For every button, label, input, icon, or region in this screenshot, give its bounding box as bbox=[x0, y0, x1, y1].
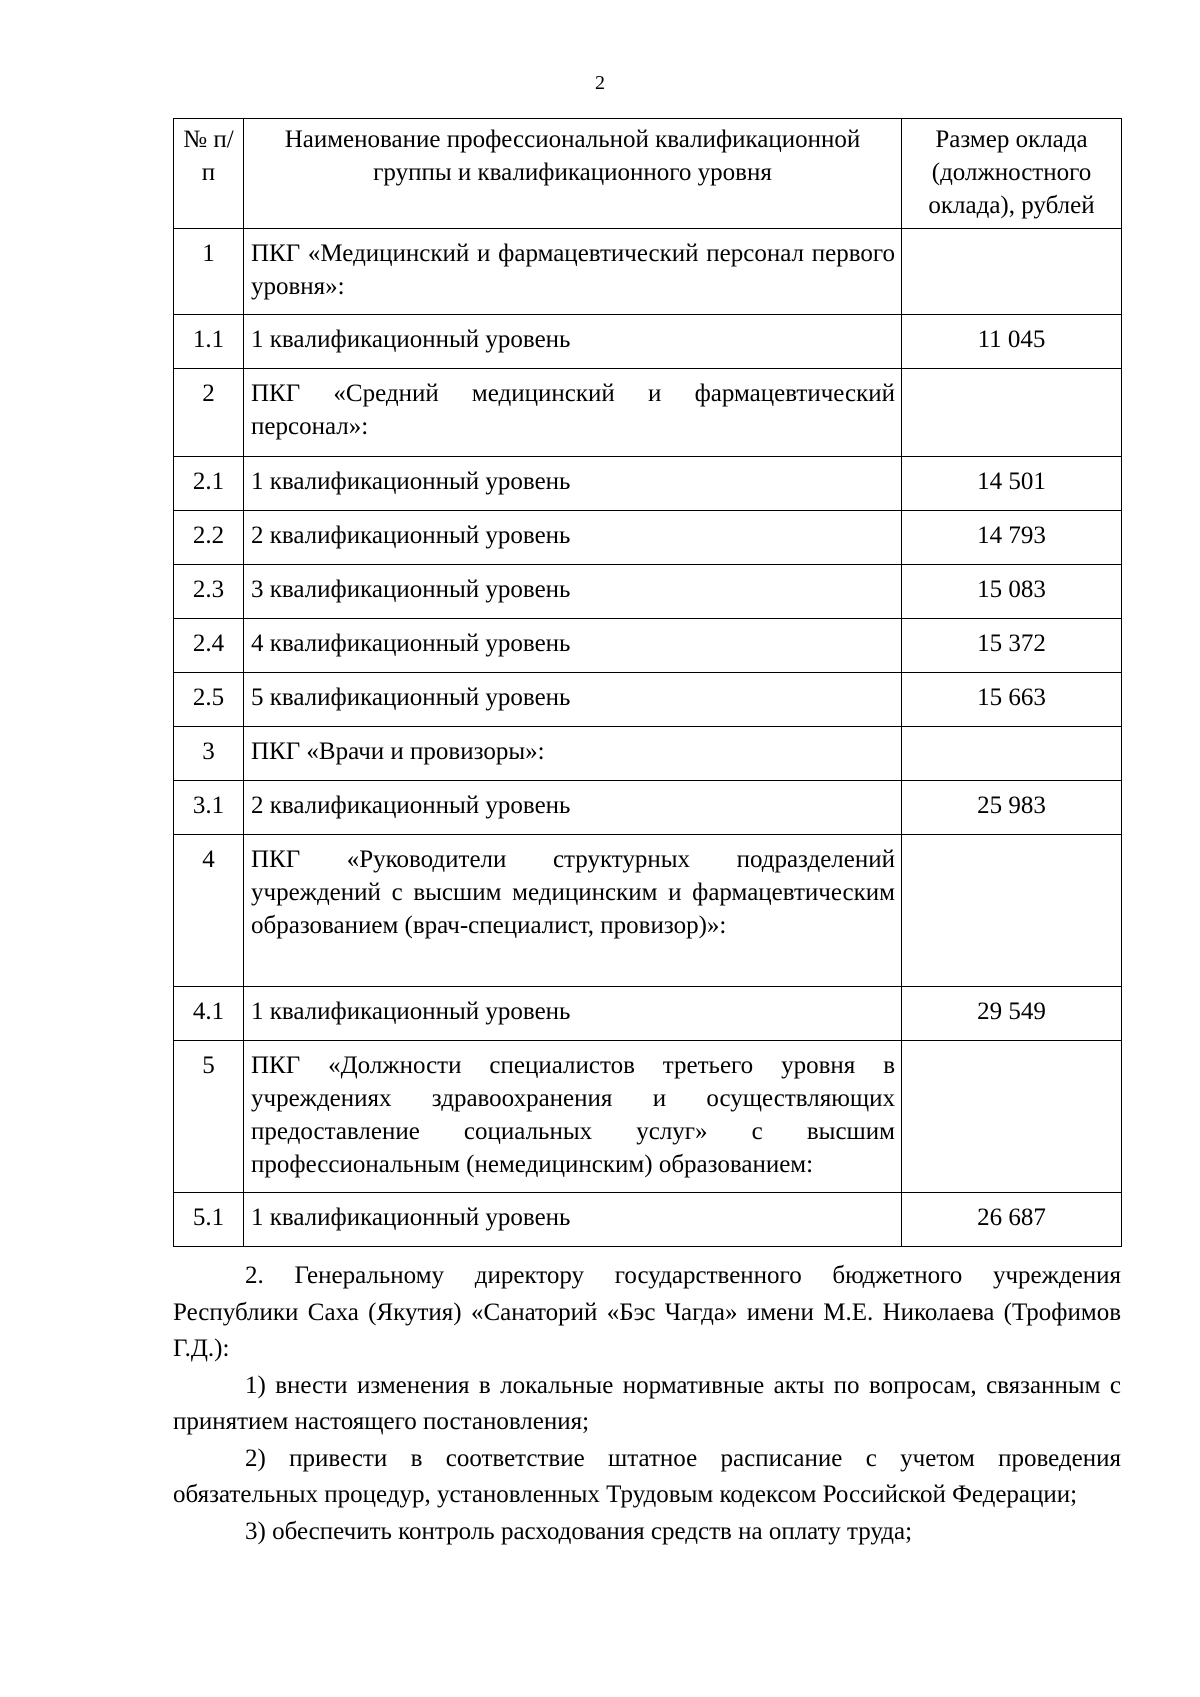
row-name: 2 квалификационный уровень bbox=[244, 511, 902, 565]
row-name: ПКГ «Медицинский и фармацевтический персонал первого уровня»: bbox=[244, 229, 902, 315]
table-header-row bbox=[174, 119, 1122, 229]
row-salary: 15 372 bbox=[902, 619, 1122, 673]
row-salary: 15 663 bbox=[902, 673, 1122, 727]
row-salary: 26 687 bbox=[902, 1193, 1122, 1247]
row-name: 3 квалификационный уровень bbox=[244, 565, 902, 619]
page-number: 2 bbox=[595, 72, 605, 94]
table-row bbox=[174, 457, 1122, 511]
row-num: 5.1 bbox=[174, 1193, 244, 1247]
row-name: ПКГ «Должности специалистов третьего уровня в учреждениях здравоохранения и осуществляющих предоставление социальных услуг» с высшим профессиональным (немедицинским) образованием: bbox=[244, 1041, 902, 1193]
row-name: ПКГ «Средний медицинский и фармацевтический персонал»: bbox=[244, 369, 902, 457]
body-text bbox=[173, 1258, 1121, 1550]
table-row bbox=[174, 835, 1122, 987]
table-row bbox=[174, 619, 1122, 673]
table-row bbox=[174, 511, 1122, 565]
row-num: 4.1 bbox=[174, 987, 244, 1041]
row-num: 3.1 bbox=[174, 781, 244, 835]
row-name: 4 квалификационный уровень bbox=[244, 619, 902, 673]
row-num: 1 bbox=[174, 229, 244, 315]
row-num: 2.1 bbox=[174, 457, 244, 511]
table-row bbox=[174, 315, 1122, 369]
row-salary bbox=[902, 369, 1122, 457]
row-name: ПКГ «Врачи и провизоры»: bbox=[244, 727, 902, 781]
header-name: Наименование профессиональной квалификационной группы и квалификационного уровня bbox=[244, 119, 902, 229]
row-name: 2 квалификационный уровень bbox=[244, 781, 902, 835]
header-num: № п/п bbox=[174, 119, 244, 229]
paragraph: 1) внести изменения в локальные нормативные акты по вопросам, связанным с принятием настоящего постановления; bbox=[173, 1371, 1121, 1435]
row-num: 2.4 bbox=[174, 619, 244, 673]
salary-table bbox=[173, 118, 1122, 1247]
row-name: ПКГ «Руководители структурных подразделений учреждений с высшим медицинским и фармацевтическим образованием (врач-специалист, провизор)»: bbox=[244, 835, 902, 987]
row-salary bbox=[902, 727, 1122, 781]
paragraph: 2) привести в соответствие штатное расписание с учетом проведения обязательных процедур, установленных Трудовым кодексом Российской Федерации; bbox=[173, 1444, 1121, 1508]
row-salary: 15 083 bbox=[902, 565, 1122, 619]
row-salary bbox=[902, 835, 1122, 987]
row-name: 1 квалификационный уровень bbox=[244, 315, 902, 369]
row-name: 5 квалификационный уровень bbox=[244, 673, 902, 727]
table-row bbox=[174, 229, 1122, 315]
row-num: 5 bbox=[174, 1041, 244, 1193]
row-num: 3 bbox=[174, 727, 244, 781]
table-row bbox=[174, 1193, 1122, 1247]
row-num: 2 bbox=[174, 369, 244, 457]
paragraph: 2. Генеральному директору государственного бюджетного учреждения Республики Саха (Якутия) «Санаторий «Бэс Чагда» имени М.Е. Николаева (Трофимов Г.Д.): bbox=[173, 1262, 1121, 1362]
row-num: 2.3 bbox=[174, 565, 244, 619]
row-num: 4 bbox=[174, 835, 244, 987]
table-row bbox=[174, 369, 1122, 457]
row-name: 1 квалификационный уровень bbox=[244, 457, 902, 511]
table-row bbox=[174, 987, 1122, 1041]
row-name: 1 квалификационный уровень bbox=[244, 987, 902, 1041]
paragraph: 3) обеспечить контроль расходования средств на оплату труда; bbox=[245, 1517, 913, 1545]
row-salary bbox=[902, 229, 1122, 315]
table-row bbox=[174, 781, 1122, 835]
row-salary: 11 045 bbox=[902, 315, 1122, 369]
table-row bbox=[174, 673, 1122, 727]
row-num: 2.2 bbox=[174, 511, 244, 565]
row-num: 1.1 bbox=[174, 315, 244, 369]
row-salary: 25 983 bbox=[902, 781, 1122, 835]
row-salary bbox=[902, 1041, 1122, 1193]
row-num: 2.5 bbox=[174, 673, 244, 727]
table-row bbox=[174, 1041, 1122, 1193]
table-row bbox=[174, 565, 1122, 619]
row-salary: 14 501 bbox=[902, 457, 1122, 511]
row-salary: 14 793 bbox=[902, 511, 1122, 565]
row-name: 1 квалификационный уровень bbox=[244, 1193, 902, 1247]
table-row bbox=[174, 727, 1122, 781]
row-salary: 29 549 bbox=[902, 987, 1122, 1041]
header-salary: Размер оклада (должностного оклада), рублей bbox=[902, 119, 1122, 229]
